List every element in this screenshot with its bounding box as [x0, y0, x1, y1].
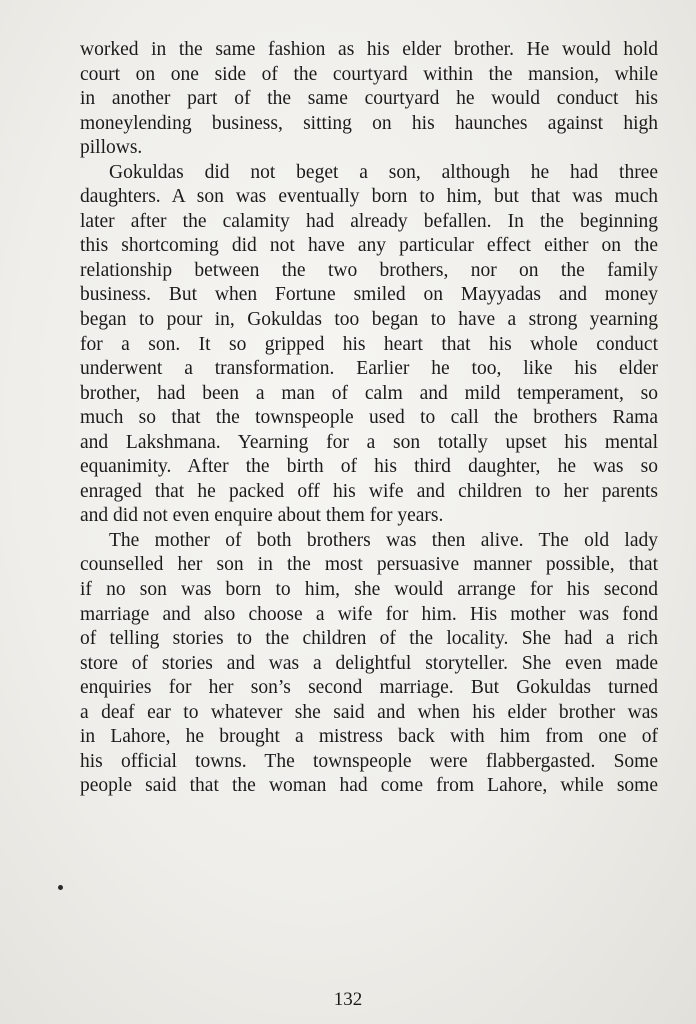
text-line: enraged that he packed off his wife and children to her parents: [80, 480, 658, 502]
text-line: if no son was born to him, she would arrange for his second: [80, 579, 658, 601]
text-line: and Lakshmana. Yearning for a son totally upset his mental: [80, 431, 658, 453]
text-line: this shortcoming did not have any particular effect either on the: [80, 235, 658, 257]
text-line: people said that the woman had come from Lahore, while some: [80, 775, 658, 797]
text-line: brother, had been a man of calm and mild temperament, so: [80, 382, 658, 404]
text-line: much so that the townspeople used to call the brothers Rama: [80, 407, 658, 429]
text-line: for a son. It so gripped his heart that his whole conduct: [80, 333, 658, 355]
paragraph-first-line: Gokuldas did not beget a son, although he had three: [109, 161, 658, 183]
text-line: in Lahore, he brought a mistress back with him from one of: [80, 726, 658, 748]
text-line: business. But when Fortune smiled on Mayyadas and money: [80, 284, 658, 306]
text-line: worked in the same fashion as his elder brother. He would hold: [80, 39, 658, 60]
text-line: daughters. A son was eventually born to him, but that was much: [80, 186, 658, 208]
text-line: of telling stories to the children of the locality. She had a rich: [80, 628, 658, 650]
text-line: a deaf ear to whatever she said and when his elder brother was: [80, 701, 658, 723]
text-line: and did not even enquire about them for years.: [80, 505, 444, 527]
text-line: enquiries for her son’s second marriage. But Gokuldas turned: [80, 677, 658, 699]
body-text: [80, 38, 658, 799]
text-line: relationship between the two brothers, nor on the family: [80, 259, 658, 281]
text-line: equanimity. After the birth of his third daughter, he was so: [80, 456, 658, 478]
text-line: in another part of the same courtyard he would conduct his: [80, 88, 658, 110]
text-line: moneylending business, sitting on his haunches against high: [80, 112, 658, 134]
page-number: 132: [333, 989, 363, 1010]
text-line: court on one side of the courtyard within the mansion, while: [80, 63, 658, 85]
text-line: store of stories and was a delightful storyteller. She even made: [80, 652, 658, 674]
paragraph-first-line: The mother of both brothers was then alive. The old lady: [109, 529, 658, 551]
text-line: counselled her son in the most persuasive manner possible, that: [80, 554, 658, 576]
text-line: marriage and also choose a wife for him. His mother was fond: [80, 603, 658, 625]
text-line: later after the calamity had already befallen. In the beginning: [80, 210, 658, 232]
ink-speck: [58, 885, 63, 890]
text-line: began to pour in, Gokuldas too began to have a strong yearning: [80, 309, 658, 331]
text-line: underwent a transformation. Earlier he too, like his elder: [80, 358, 658, 380]
text-line: pillows.: [80, 137, 143, 159]
text-line: his official towns. The townspeople were flabbergasted. Some: [80, 750, 658, 772]
